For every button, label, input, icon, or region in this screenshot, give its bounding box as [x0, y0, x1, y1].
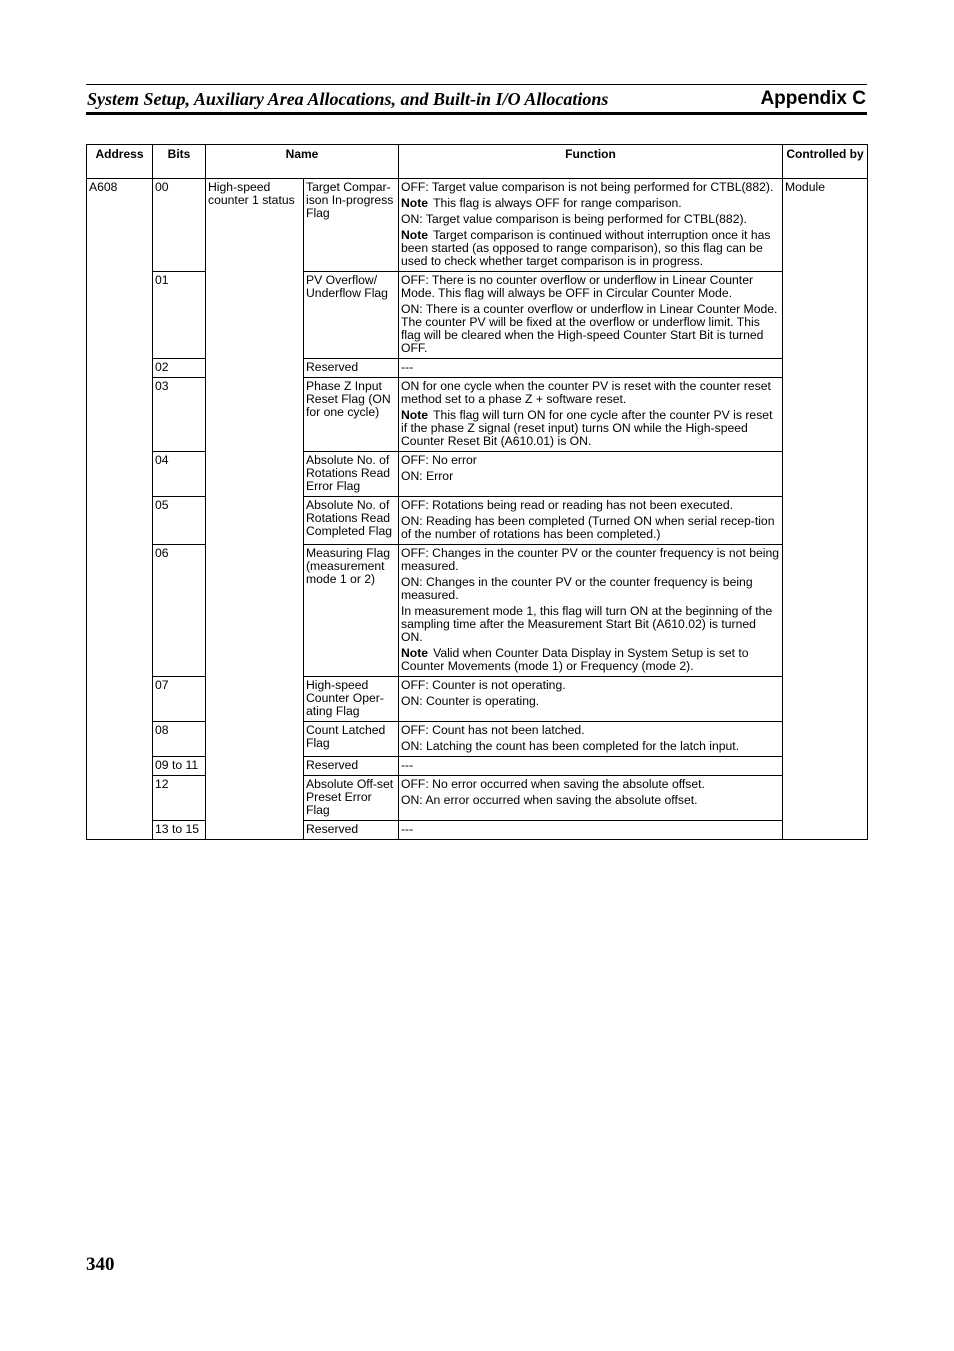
function-cell	[399, 179, 783, 272]
header-top-rule	[86, 84, 867, 85]
flag-name-cell: High-speed Counter Oper-ating Flag	[304, 677, 399, 722]
function-paragraph	[401, 576, 780, 602]
function-text: In measurement mode 1, this flag will turn ON at the beginning of the sampling time after the Measurement Start Bit (A610.02) is turned ON.	[401, 604, 773, 644]
function-cell	[399, 722, 783, 757]
function-text: Target comparison is continued without interruption once it has been started (as opposed to range comparison), so this flag can be used to check whether target comparison is in progress.	[401, 228, 771, 268]
function-cell	[399, 497, 783, 545]
function-cell	[399, 776, 783, 821]
function-cell	[399, 821, 783, 840]
flag-name-cell: Count Latched Flag	[304, 722, 399, 757]
note-label: Note	[401, 196, 429, 210]
function-paragraph	[401, 695, 780, 708]
function-paragraph	[401, 647, 780, 673]
function-text: ---	[401, 360, 414, 374]
table-body	[87, 179, 868, 840]
function-text: This flag will turn ON for one cycle after the counter PV is reset if the phase Z signal (reset input) turns ON while the High-speed Counter Reset Bit (A610.01) is ON.	[401, 408, 773, 448]
function-paragraph	[401, 759, 780, 772]
table-row	[87, 677, 868, 722]
flag-name-cell: Absolute No. of Rotations Read Error Flag	[304, 452, 399, 497]
flag-name-cell: Reserved	[304, 821, 399, 840]
function-paragraph	[401, 470, 780, 483]
flag-name-cell: PV Overflow/ Underflow Flag	[304, 272, 399, 359]
table-row	[87, 757, 868, 776]
table-row	[87, 821, 868, 840]
function-cell	[399, 378, 783, 452]
col-header-function: Function	[399, 145, 783, 179]
col-header-address: Address	[87, 145, 153, 179]
bits-cell: 04	[153, 452, 206, 497]
bits-cell: 12	[153, 776, 206, 821]
bits-cell: 06	[153, 545, 206, 677]
bits-cell: 00	[153, 179, 206, 272]
function-cell	[399, 757, 783, 776]
controlled-by-cell: Module	[783, 179, 868, 840]
function-text: OFF: Changes in the counter PV or the counter frequency is not being measured.	[401, 546, 780, 573]
bits-cell: 08	[153, 722, 206, 757]
function-paragraph	[401, 229, 780, 268]
col-header-name: Name	[206, 145, 399, 179]
flag-name-cell: Absolute No. of Rotations Read Completed Flag	[304, 497, 399, 545]
flag-name-cell: Reserved	[304, 757, 399, 776]
function-text: OFF: Target value comparison is not being performed for CTBL(882).	[401, 180, 774, 194]
function-text: This flag is always OFF for range comparison.	[433, 196, 682, 210]
page-header-title: System Setup, Auxiliary Area Allocations, and Built-in I/O Allocations	[87, 89, 609, 109]
function-text: ON for one cycle when the counter PV is reset with the counter reset method set to a phase Z + software reset.	[401, 379, 771, 406]
table-row	[87, 179, 868, 272]
function-text: ---	[401, 758, 414, 772]
function-text: ON: Counter is operating.	[401, 694, 540, 708]
function-paragraph	[401, 605, 780, 644]
function-paragraph	[401, 778, 780, 791]
function-text: ON: An error occurred when saving the absolute offset.	[401, 793, 698, 807]
function-cell	[399, 677, 783, 722]
function-cell	[399, 452, 783, 497]
function-paragraph	[401, 724, 780, 737]
table-row	[87, 776, 868, 821]
function-text: ---	[401, 822, 414, 836]
function-cell	[399, 272, 783, 359]
appendix-label: Appendix C	[760, 88, 866, 109]
function-text: OFF: Count has not been latched.	[401, 723, 585, 737]
bits-cell: 03	[153, 378, 206, 452]
function-text: ON: Error	[401, 469, 454, 483]
function-paragraph	[401, 794, 780, 807]
note-label: Note	[401, 646, 429, 660]
function-text: OFF: Rotations being read or reading has not been executed.	[401, 498, 733, 512]
bits-cell: 05	[153, 497, 206, 545]
flag-name-cell: Measuring Flag (measurement mode 1 or 2)	[304, 545, 399, 677]
function-paragraph	[401, 547, 780, 573]
function-paragraph	[401, 409, 780, 448]
bits-cell: 09 to 11	[153, 757, 206, 776]
page-number: 340	[86, 1254, 115, 1275]
bits-cell: 02	[153, 359, 206, 378]
function-paragraph	[401, 515, 780, 541]
function-text: OFF: Counter is not operating.	[401, 678, 566, 692]
bits-cell: 07	[153, 677, 206, 722]
header-rule	[86, 112, 867, 115]
table-header-row	[87, 145, 868, 179]
function-paragraph	[401, 181, 780, 194]
function-paragraph	[401, 380, 780, 406]
function-paragraph	[401, 823, 780, 836]
table-row	[87, 722, 868, 757]
function-paragraph	[401, 274, 780, 300]
function-cell	[399, 545, 783, 677]
note-label: Note	[401, 228, 429, 242]
flag-name-cell: Absolute Off-set Preset Error Flag	[304, 776, 399, 821]
function-paragraph	[401, 679, 780, 692]
table-row	[87, 497, 868, 545]
function-text: Valid when Counter Data Display in System Setup is set to Counter Movements (mode 1) or Frequency (mode 2).	[401, 646, 749, 673]
col-header-controlled-by: Controlled by	[783, 145, 868, 179]
function-paragraph	[401, 499, 780, 512]
group-name-cell: High-speed counter 1 status	[206, 179, 304, 840]
bits-cell: 01	[153, 272, 206, 359]
function-text: OFF: No error	[401, 453, 477, 467]
function-paragraph	[401, 454, 780, 467]
function-paragraph	[401, 303, 780, 355]
allocation-table	[86, 144, 868, 840]
function-text: OFF: There is no counter overflow or underflow in Linear Counter Mode. This flag will always be OFF in Circular Counter Mode.	[401, 273, 754, 300]
flag-name-cell: Phase Z Input Reset Flag (ON for one cycle)	[304, 378, 399, 452]
function-paragraph	[401, 361, 780, 374]
function-text: ON: Latching the count has been completed for the latch input.	[401, 739, 740, 753]
table-row	[87, 545, 868, 677]
function-text: ON: Reading has been completed (Turned ON when serial recep-tion of the number of rotations has been completed.)	[401, 514, 775, 541]
bits-cell: 13 to 15	[153, 821, 206, 840]
function-text: ON: Changes in the counter PV or the counter frequency is being measured.	[401, 575, 753, 602]
table-row	[87, 272, 868, 359]
flag-name-cell: Target Compar-ison In-progress Flag	[304, 179, 399, 272]
function-paragraph	[401, 740, 780, 753]
function-text: ON: There is a counter overflow or underflow in Linear Counter Mode. The counter PV will be fixed at the overflow or underflow limit. This flag will be cleared when the High-speed Counter Start Bit is turned OFF.	[401, 302, 778, 355]
table-row	[87, 359, 868, 378]
function-text: OFF: No error occurred when saving the absolute offset.	[401, 777, 705, 791]
table-row	[87, 452, 868, 497]
function-cell	[399, 359, 783, 378]
address-cell: A608	[87, 179, 153, 840]
note-label: Note	[401, 408, 429, 422]
flag-name-cell: Reserved	[304, 359, 399, 378]
table-row	[87, 378, 868, 452]
function-paragraph	[401, 213, 780, 226]
function-text: ON: Target value comparison is being performed for CTBL(882).	[401, 212, 747, 226]
function-paragraph	[401, 197, 780, 210]
col-header-bits: Bits	[153, 145, 206, 179]
